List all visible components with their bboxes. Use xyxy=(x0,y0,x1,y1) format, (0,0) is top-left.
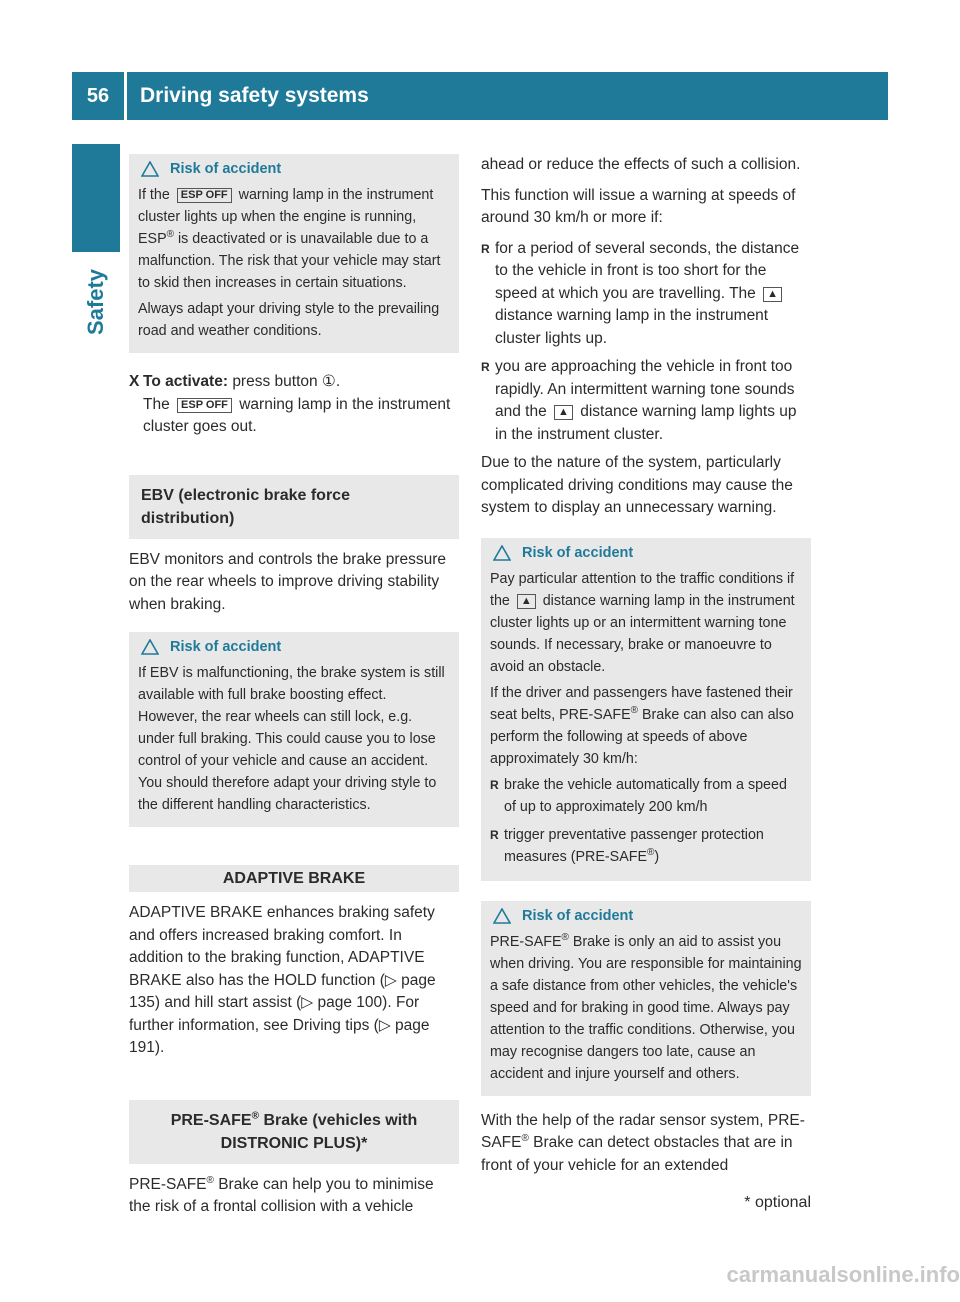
warning-title: Risk of accident xyxy=(490,542,802,564)
warning-text: If the ESP OFF warning lamp in the instrument cluster lights up when the engine is running, ESP® is deactivated or is unavailable due to a malfunction. The risk that your vehicle may start to skid then increases in certain situations. xyxy=(138,187,441,291)
list-item: R you are approaching the vehicle in front too rapidly. An intermittent warning tone sounds and the ▲ distance warning lamp lights up in the instrument cluster. xyxy=(481,356,811,446)
warning-box-distance xyxy=(481,538,811,881)
section-heading-pre-safe: PRE-SAFE® Brake (vehicles with DISTRONIC PLUS)* xyxy=(129,1100,459,1164)
warning-title: Risk of accident xyxy=(490,905,802,927)
list-item: R trigger preventative passenger protection measures (PRE-SAFE®) xyxy=(490,824,802,868)
section-heading-adaptive-brake: ADAPTIVE BRAKE xyxy=(129,865,459,892)
watermark: carmanualsonline.info xyxy=(726,1262,960,1287)
warning-box-pre-safe xyxy=(481,901,811,1096)
esp-off-lamp-icon: ESP OFF xyxy=(177,398,232,413)
warning-title: Risk of accident xyxy=(138,158,450,180)
header-divider xyxy=(124,72,127,120)
page-number: 56 xyxy=(86,85,110,107)
body-text: EBV monitors and controls the brake pressure on the rear wheels to improve driving stability when braking. xyxy=(129,550,447,613)
warning-text: PRE-SAFE® Brake is only an aid to assist you when driving. You are responsible for maintaining a safe distance from other vehicles, the vehicle's speed and for braking in good time. Always pay attention to the traffic conditions. Otherwise, you may recognise dangers too late, cause an accident and injure yourself and others. xyxy=(490,931,802,1082)
side-label-text: Safety xyxy=(83,268,108,336)
distance-warning-lamp-icon: ▲ xyxy=(763,287,782,302)
list-item: R brake the vehicle automatically from a speed of up to approximately 200 km/h xyxy=(490,774,802,818)
body-text: This function will issue a warning at speeds of around 30 km/h or more if: xyxy=(481,186,796,226)
warning-text: Pay particular attention to the traffic conditions if the ▲ distance warning lamp in the instrument cluster lights up or an intermittent warning tone sounds. If necessary, brake or manoeuvre to avoid an obstacle. xyxy=(490,570,795,675)
warning-text: If EBV is malfunctioning, the brake system is still available with full brake boosting effect. However, the rear wheels can still lock, e.g. under full braking. This could cause you to lose control of your vehicle and cause an accident. You should therefore adapt your driving style to the different handling characteristics. xyxy=(138,665,445,813)
distance-warning-lamp-icon: ▲ xyxy=(517,594,536,609)
warning-triangle-icon xyxy=(141,161,159,177)
side-tab xyxy=(72,144,120,252)
esp-off-lamp-icon: ESP OFF xyxy=(177,188,232,203)
warning-text: If the driver and passengers have fastened their seat belts, PRE-SAFE® Brake can also can also perform the following at speeds of above approximately 30 km/h: xyxy=(490,684,794,767)
warning-box-esp xyxy=(129,154,459,353)
distance-warning-lamp-icon: ▲ xyxy=(554,405,573,420)
warning-title: Risk of accident xyxy=(138,636,450,658)
body-text: ahead or reduce the effects of such a collision. xyxy=(481,156,801,173)
warning-triangle-icon xyxy=(493,908,511,924)
list-item: R for a period of several seconds, the distance to the vehicle in front is too short for the speed at which you are travelling. The ▲ distance warning lamp in the instrument cluster lights up. xyxy=(481,238,811,351)
body-text: Due to the nature of the system, particularly complicated driving conditions may cause the system to display an unnecessary warning. xyxy=(481,454,793,516)
warning-triangle-icon xyxy=(493,545,511,561)
activate-step: X To activate: press button ①. The ESP OFF warning lamp in the instrument cluster goes out. xyxy=(129,373,451,435)
side-label xyxy=(72,258,120,346)
body-text: ADAPTIVE BRAKE enhances braking safety and offers increased braking comfort. In addition to the braking function, ADAPTIVE BRAKE also has the HOLD function (▷ page 135) and hill start assist (▷ page 100). For further information, see Driving tips (▷ page 191). xyxy=(129,904,436,1056)
body-text: With the help of the radar sensor system, PRE-SAFE® Brake can detect obstacles that are in front of your vehicle for an extended xyxy=(481,1111,805,1174)
right-column xyxy=(481,154,811,1185)
warning-text: Always adapt your driving style to the prevailing road and weather conditions. xyxy=(138,301,440,339)
footnote-optional: * optional xyxy=(744,1194,811,1211)
warning-triangle-icon xyxy=(141,639,159,655)
warning-box-ebv xyxy=(129,632,459,827)
left-column xyxy=(129,154,459,1227)
body-text: PRE-SAFE® Brake can help you to minimise the risk of a frontal collision with a vehicle xyxy=(129,1174,434,1215)
section-heading-ebv: EBV (electronic brake force distribution) xyxy=(129,475,459,539)
page-title: Driving safety systems xyxy=(140,84,369,107)
